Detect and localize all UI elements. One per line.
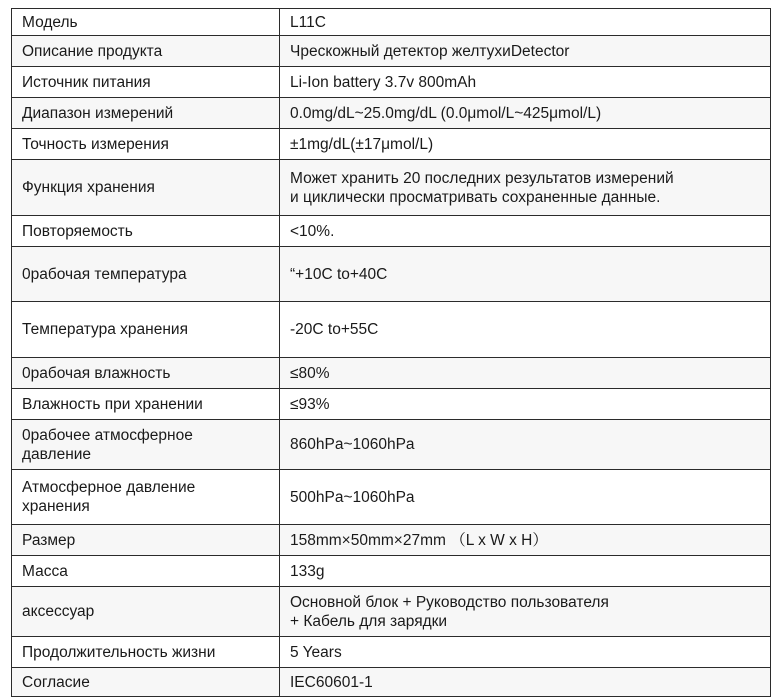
table-row — [12, 9, 771, 36]
row-label — [12, 36, 280, 67]
row-value — [280, 358, 771, 389]
row-value — [280, 668, 771, 697]
row-value — [280, 420, 771, 470]
table-row — [12, 98, 771, 129]
row-value — [280, 98, 771, 129]
row-value-text: Может хранить 20 последних результатов измерений — [290, 169, 674, 187]
row-label-text: аксессуар — [22, 603, 95, 620]
table-row — [12, 358, 771, 389]
row-label-text: Продолжительность жизни — [22, 643, 216, 661]
row-value — [280, 67, 771, 98]
row-value-text: “+10C to+40C — [290, 265, 388, 283]
spec-table — [11, 8, 771, 697]
row-value-text: 158mm×50mm×27mm （L x W x H） — [290, 531, 548, 549]
row-value-text: -20C to+55C — [290, 321, 379, 338]
row-value — [280, 247, 771, 302]
row-value — [280, 36, 771, 67]
row-value-text: Li-Ion battery 3.7v 800mAh — [290, 73, 477, 91]
row-value-text: ≤93% — [290, 395, 330, 413]
row-label — [12, 389, 280, 420]
row-value — [280, 470, 771, 525]
row-value — [280, 160, 771, 216]
row-label — [12, 420, 280, 470]
row-value-text: 860hPa~1060hPa — [290, 436, 415, 453]
row-value — [280, 525, 771, 556]
row-value-text: 133g — [290, 562, 325, 580]
row-value-text: 0.0mg/dL~25.0mg/dL (0.0μmol/L~425μmol/L) — [290, 104, 602, 122]
row-label-text: Точность измерения — [22, 135, 169, 153]
row-value-text: Чрескожный детектор желтухиDetector — [290, 42, 570, 60]
table-row — [12, 389, 771, 420]
table-row — [12, 525, 771, 556]
row-label-text: Согласие — [22, 673, 90, 691]
row-label-text: Размер — [22, 531, 76, 549]
row-label — [12, 358, 280, 389]
row-value-text: <10%. — [290, 222, 335, 240]
row-value — [280, 302, 771, 358]
row-label — [12, 525, 280, 556]
row-label-text: Диапазон измерений — [22, 104, 174, 122]
table-row — [12, 587, 771, 637]
row-label — [12, 160, 280, 216]
row-label-text: Повторяемость — [22, 222, 133, 240]
row-value-text: Основной блок + Руководство пользователя — [290, 593, 609, 611]
row-label — [12, 302, 280, 358]
row-label-text-line2: хранения — [22, 498, 90, 515]
row-value — [280, 389, 771, 420]
table-row — [12, 67, 771, 98]
row-label-text: 0рабочая влажность — [22, 364, 171, 382]
table-row — [12, 216, 771, 247]
row-label — [12, 98, 280, 129]
row-label — [12, 9, 280, 36]
table-row — [12, 420, 771, 470]
row-value-text: L11C — [290, 13, 326, 31]
table-row — [12, 470, 771, 525]
table-row — [12, 36, 771, 67]
row-value — [280, 587, 771, 637]
table-row — [12, 160, 771, 216]
row-label-text: Атмосферное давление — [22, 479, 196, 496]
row-value — [280, 637, 771, 668]
row-label-text: 0рабочее атмосферное — [22, 426, 193, 444]
row-value-text: ≤80% — [290, 364, 330, 382]
row-value-text: 5 Years — [290, 643, 342, 661]
row-label-text: Масса — [22, 562, 68, 580]
row-label-text: Функция хранения — [22, 179, 155, 196]
row-label-text: Описание продукта — [22, 42, 163, 60]
row-label-text-line2: давление — [22, 445, 92, 463]
row-label-text: Источник питания — [22, 73, 151, 91]
row-value-text-line2: + Кабель для зарядки — [290, 612, 448, 630]
row-value-text: ±1mg/dL(±17μmol/L) — [290, 135, 434, 153]
row-label — [12, 587, 280, 637]
row-value-text: 500hPa~1060hPa — [290, 488, 415, 506]
row-label — [12, 247, 280, 302]
table-row — [12, 668, 771, 697]
row-value — [280, 129, 771, 160]
row-label — [12, 668, 280, 697]
row-label — [12, 216, 280, 247]
row-label — [12, 129, 280, 160]
table-row — [12, 637, 771, 668]
row-label-text: Влажность при хранении — [22, 395, 203, 413]
row-label-text: Модель — [22, 13, 78, 31]
row-value-text-line2: и циклически просматривать сохраненные данные. — [290, 188, 661, 206]
row-label — [12, 67, 280, 98]
table-row — [12, 247, 771, 302]
row-label — [12, 556, 280, 587]
row-value — [280, 556, 771, 587]
row-value — [280, 9, 771, 36]
row-label-text: 0рабочая температура — [22, 265, 187, 283]
row-label — [12, 470, 280, 525]
row-label — [12, 637, 280, 668]
row-label-text: Температура хранения — [22, 321, 188, 338]
table-row — [12, 556, 771, 587]
row-value-text: IEC60601-1 — [290, 673, 373, 691]
table-row — [12, 129, 771, 160]
table-row — [12, 302, 771, 358]
row-value — [280, 216, 771, 247]
